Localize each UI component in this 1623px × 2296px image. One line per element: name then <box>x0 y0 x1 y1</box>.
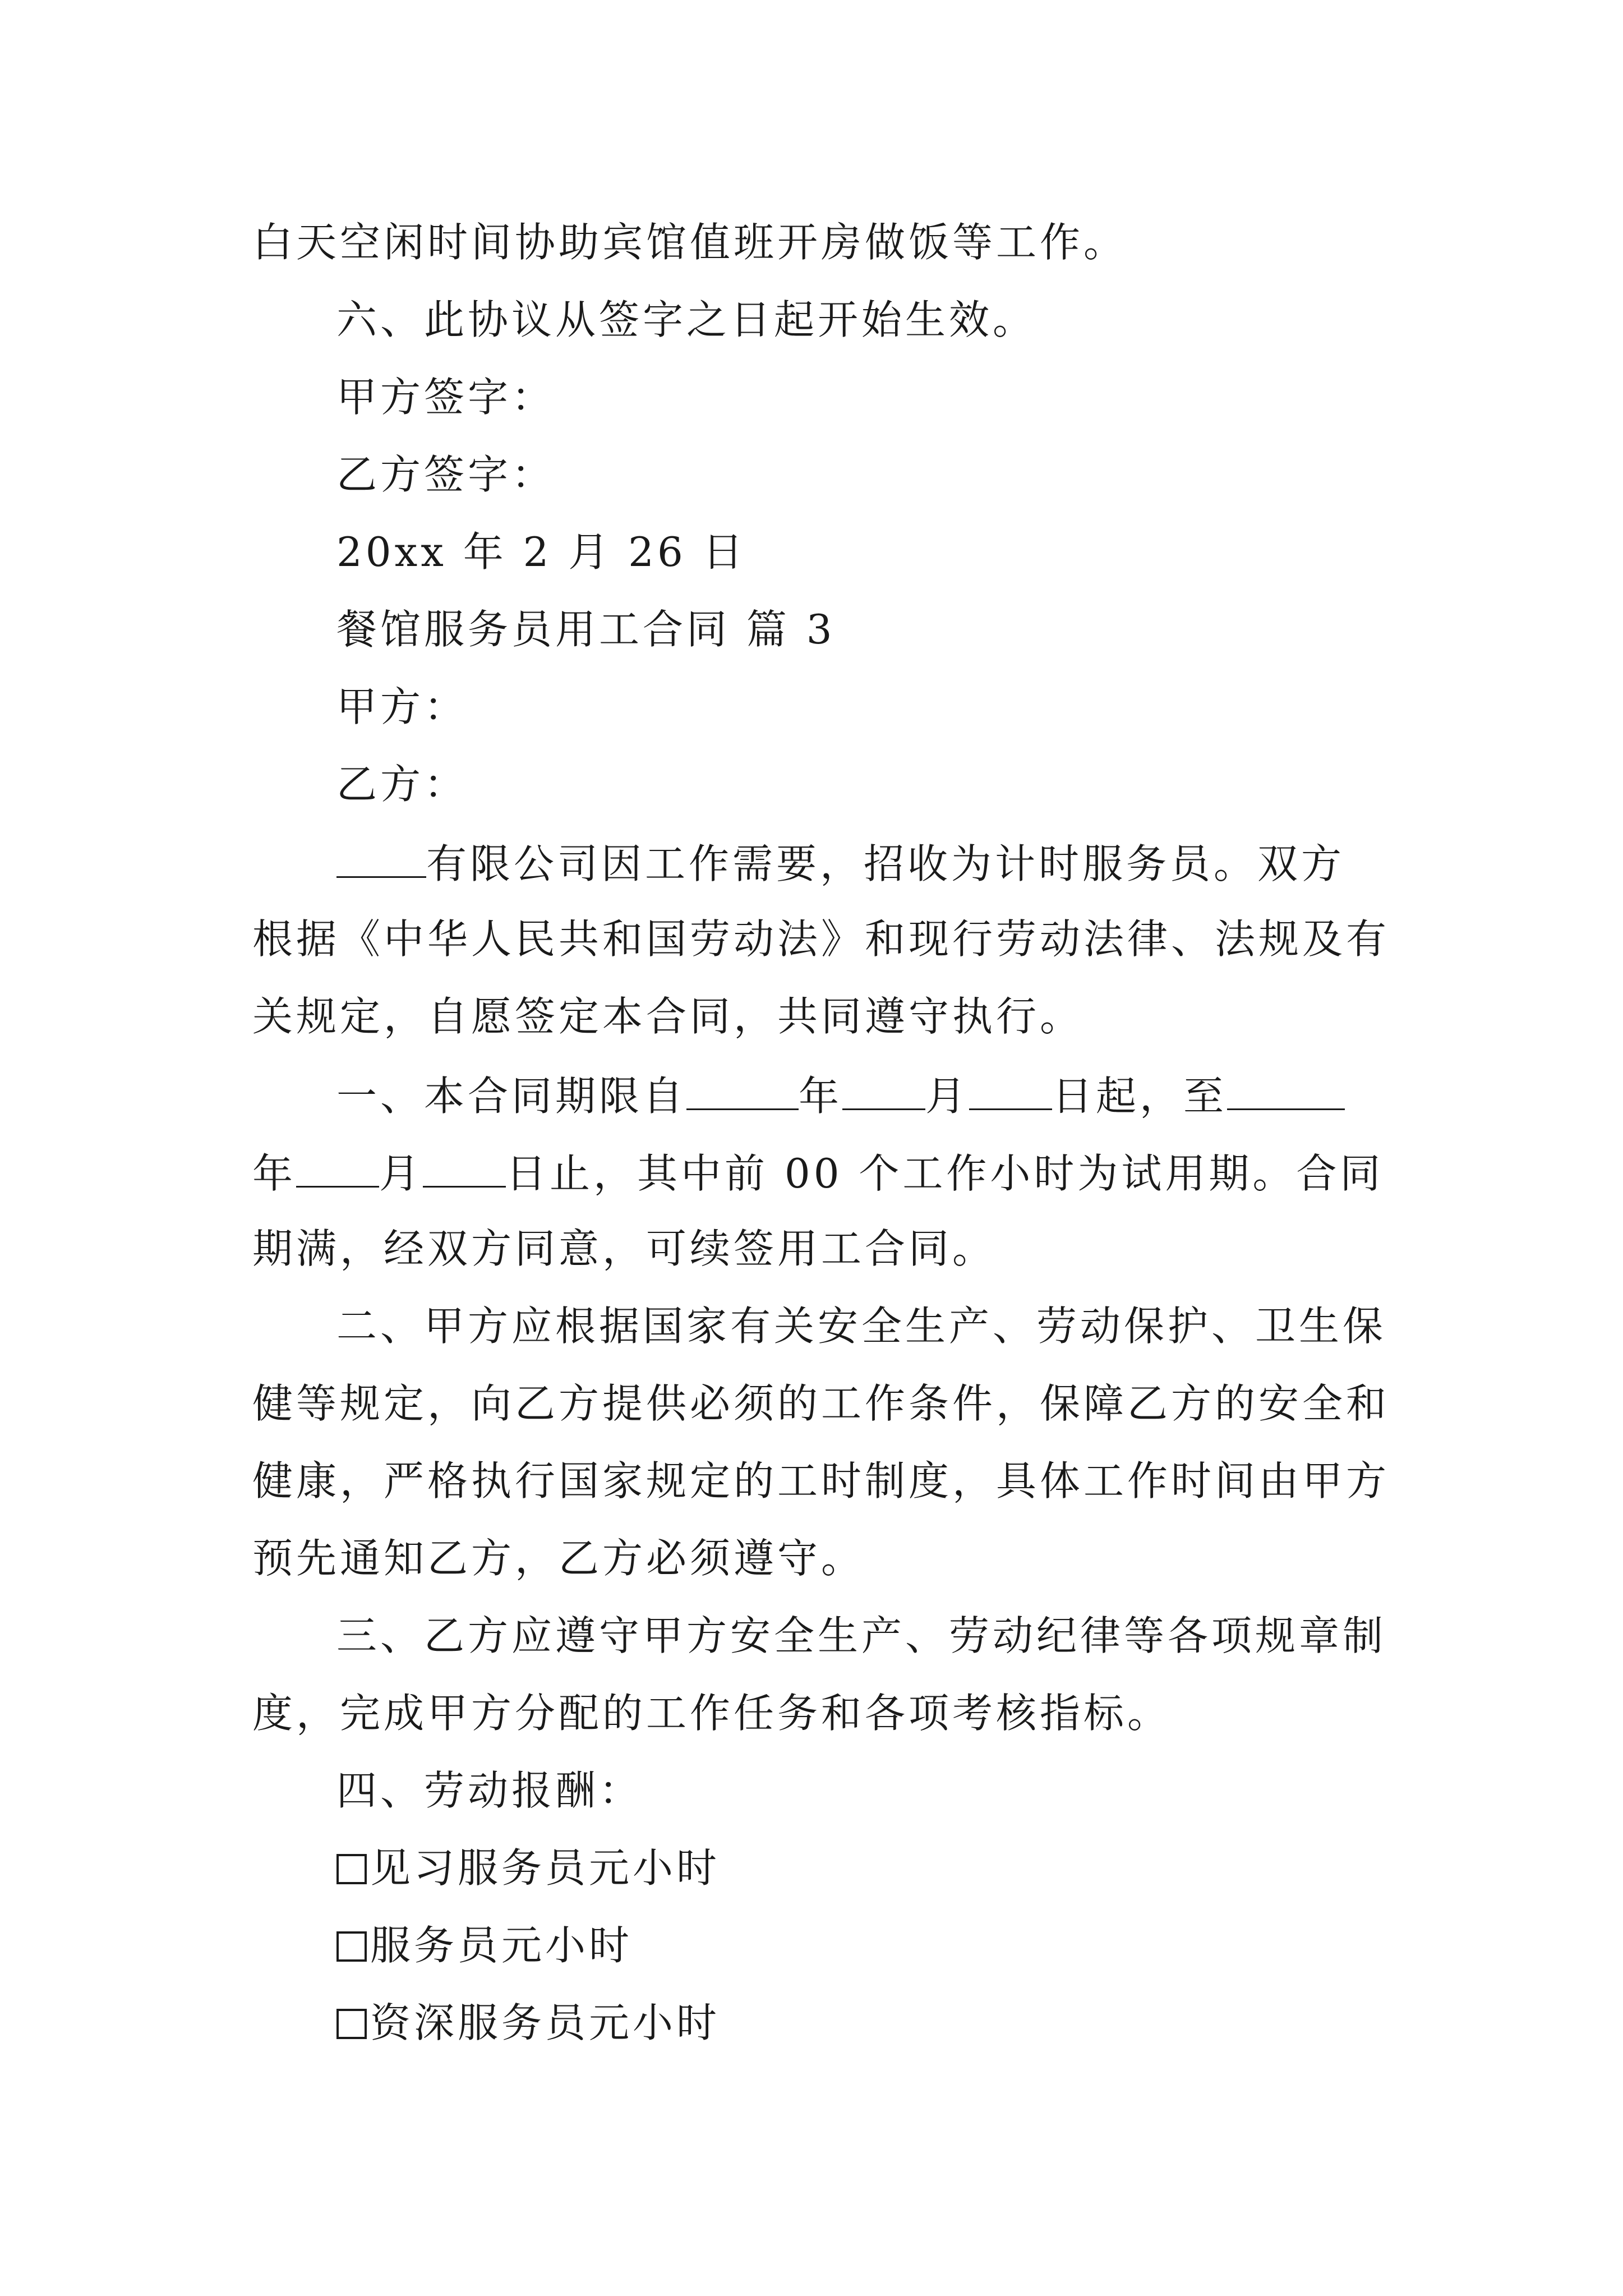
party-a-signature-label: 甲方签字： <box>336 374 556 421</box>
section-heading: 餐馆服务员用工合同 篇 3 <box>336 606 836 653</box>
clause-six: 六、此协议从签字之日起开始生效。 <box>336 296 1037 343</box>
intro-paragraph-line: 关规定，自愿签定本合同，共同遵守执行。 <box>252 993 1084 1040</box>
clause-one-line: 年 月 日止，其中前 00 个工作小时为试用期。合同 <box>252 1150 1384 1197</box>
clause-four-title: 四、劳动报酬： <box>336 1767 643 1814</box>
clause-two-line: 健等规定，向乙方提供必须的工作条件，保障乙方的安全和 <box>252 1380 1390 1427</box>
text-line: 白天空闲时间协助宾馆值班开房做饭等工作。 <box>252 219 1128 266</box>
party-a-label: 甲方： <box>336 683 468 730</box>
intro-paragraph-line: 根据《中华人民共和国劳动法》和现行劳动法律、法规及有 <box>252 915 1390 963</box>
clause-one-line: 期满，经双方同意，可续签用工合同。 <box>252 1225 997 1272</box>
date-line: 20xx 年 2 月 26 日 <box>336 528 746 576</box>
checkbox-icon[interactable] <box>336 1931 367 1962</box>
clause-two-line: 二、甲方应根据国家有关安全生产、劳动保护、卫生保 <box>336 1303 1387 1350</box>
clause-three-line: 三、乙方应遵守甲方安全生产、劳动纪律等各项规章制 <box>336 1612 1387 1659</box>
company-name-blank <box>336 841 426 878</box>
end-month-blank <box>296 1151 379 1188</box>
end-year-blank <box>1227 1074 1345 1110</box>
pay-option: 见习服务员元小时 <box>336 1848 720 1888</box>
pay-option: 资深服务员元小时 <box>336 2003 720 2043</box>
clause-one-line: 一、本合同期限自 年 月 日起，至 <box>336 1074 1345 1116</box>
checkbox-icon[interactable] <box>336 2009 367 2039</box>
clause-two-line: 健康，严格执行国家规定的工时制度，具体工作时间由甲方 <box>252 1457 1390 1504</box>
start-day-blank <box>969 1074 1052 1110</box>
checkbox-icon[interactable] <box>336 1854 367 1884</box>
party-b-signature-label: 乙方签字： <box>336 451 556 498</box>
clause-three-line: 度，完成甲方分配的工作任务和各项考核指标。 <box>252 1690 1172 1737</box>
start-year-blank <box>686 1074 799 1110</box>
pay-option: 服务员元小时 <box>336 1925 633 1966</box>
party-b-label: 乙方： <box>336 761 468 808</box>
end-day-blank <box>423 1151 506 1188</box>
clause-two-line: 预先通知乙方，乙方必须遵守。 <box>252 1535 865 1582</box>
intro-paragraph-line: 有限公司因工作需要，招收为计时服务员。双方 <box>336 841 1345 884</box>
start-month-blank <box>842 1074 925 1110</box>
